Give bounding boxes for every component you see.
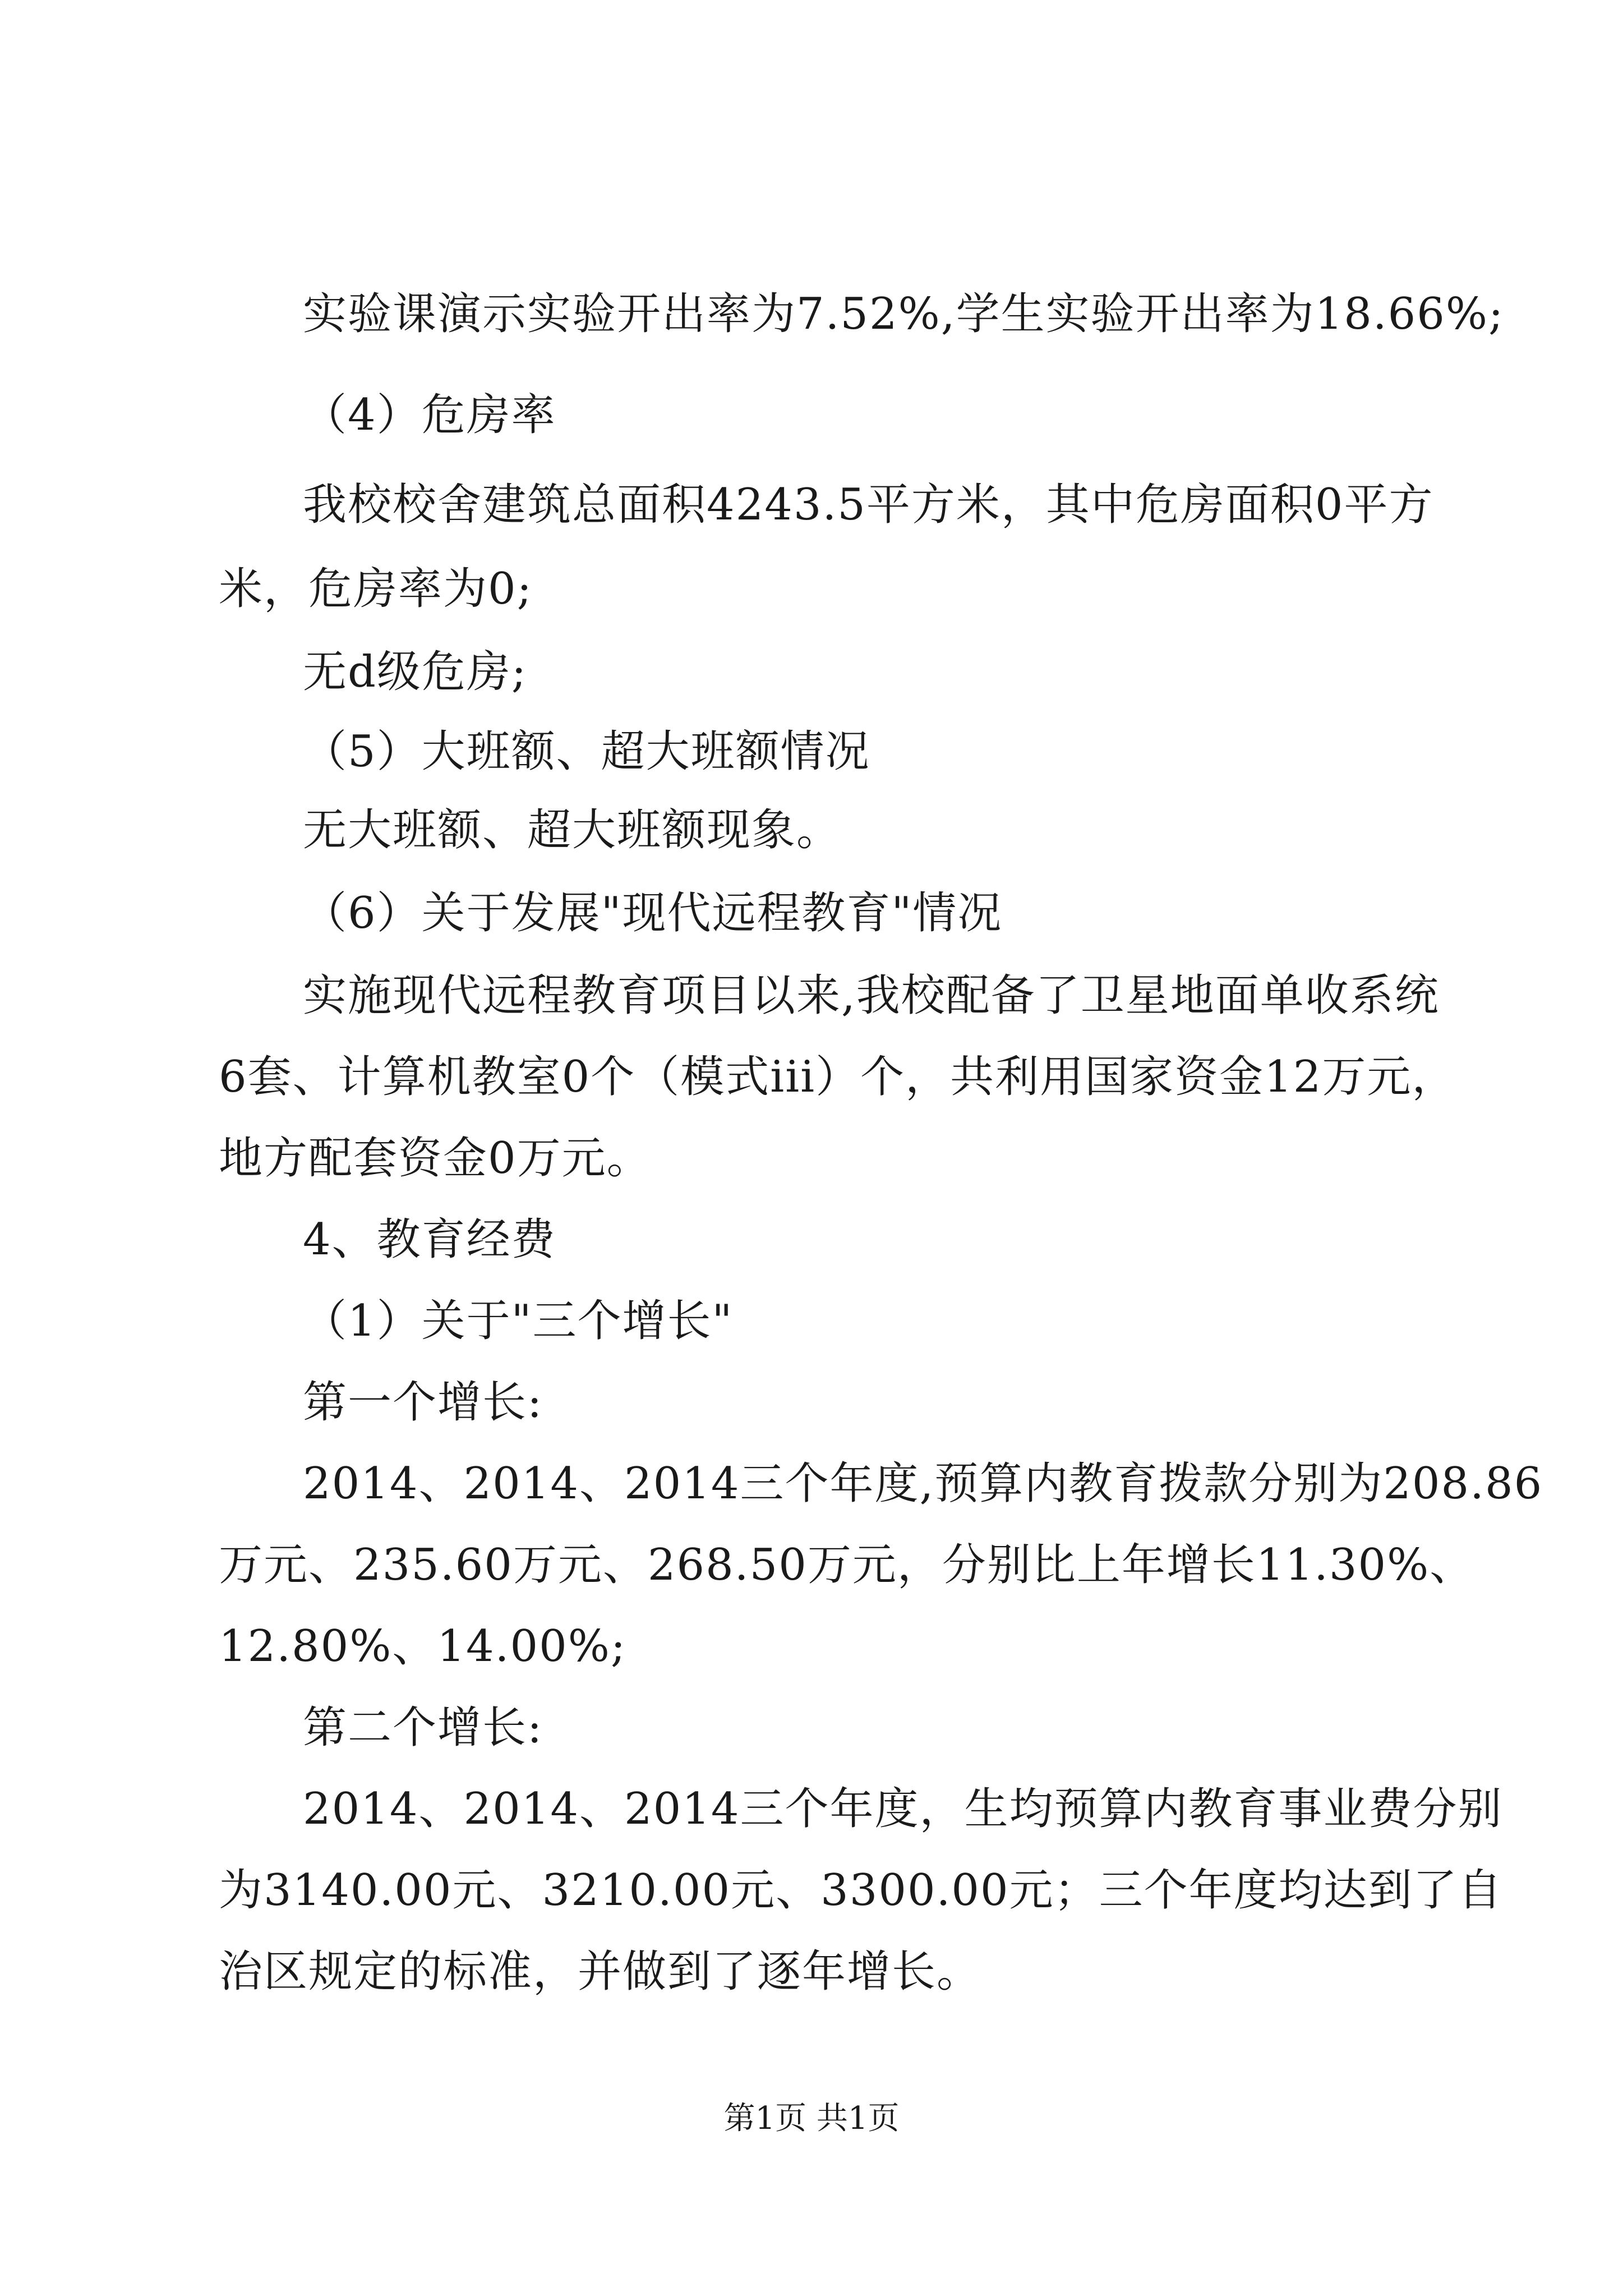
paragraph-line: 无d级危房; <box>303 647 528 697</box>
section-heading: （5）大班额、超大班额情况 <box>303 726 870 777</box>
paragraph-line: 6套、计算机教室0个（模式iii）个，共利用国家资金12万元， <box>219 1052 1457 1102</box>
paragraph-line: 实验课演示实验开出率为7.52%,学生实验开出率为18.66%; <box>303 289 1505 339</box>
paragraph-line: 我校校舍建筑总面积4243.5平方米，其中危房面积0平方 <box>303 480 1434 530</box>
section-heading: （4）危房率 <box>303 390 556 440</box>
section-heading: 4、教育经费 <box>303 1214 556 1265</box>
paragraph-line: 地方配套资金0万元。 <box>219 1133 652 1184</box>
paragraph-line: 第二个增长: <box>303 1703 543 1753</box>
page-number-footer: 第1页 共1页 <box>723 2100 900 2137</box>
paragraph-line: 第一个增长: <box>303 1377 543 1428</box>
paragraph-line: 为3140.00元、3210.00元、3300.00元；三个年度均达到了自 <box>219 1865 1503 1916</box>
paragraph-line: 万元、235.60万元、268.50万元，分别比上年增长11.30%、 <box>219 1540 1475 1590</box>
paragraph-line: 实施现代远程教育项目以来,我校配备了卫星地面单收系统 <box>303 970 1440 1021</box>
paragraph-line: 12.80%、14.00%; <box>219 1621 627 1672</box>
section-heading: （6）关于发展"现代远程教育"情况 <box>303 888 1003 938</box>
paragraph-line: 治区规定的标准，并做到了逐年增长。 <box>219 1947 982 1997</box>
paragraph-line: 2014、2014、2014三个年度,预算内教育拨款分别为208.86 <box>303 1458 1543 1509</box>
paragraph-line: 米，危房率为0; <box>219 564 533 614</box>
section-heading: （1）关于"三个增长" <box>303 1296 734 1346</box>
paragraph-line: 2014、2014、2014三个年度，生均预算内教育事业费分别 <box>303 1784 1503 1834</box>
paragraph-line: 无大班额、超大班额现象。 <box>303 805 842 855</box>
